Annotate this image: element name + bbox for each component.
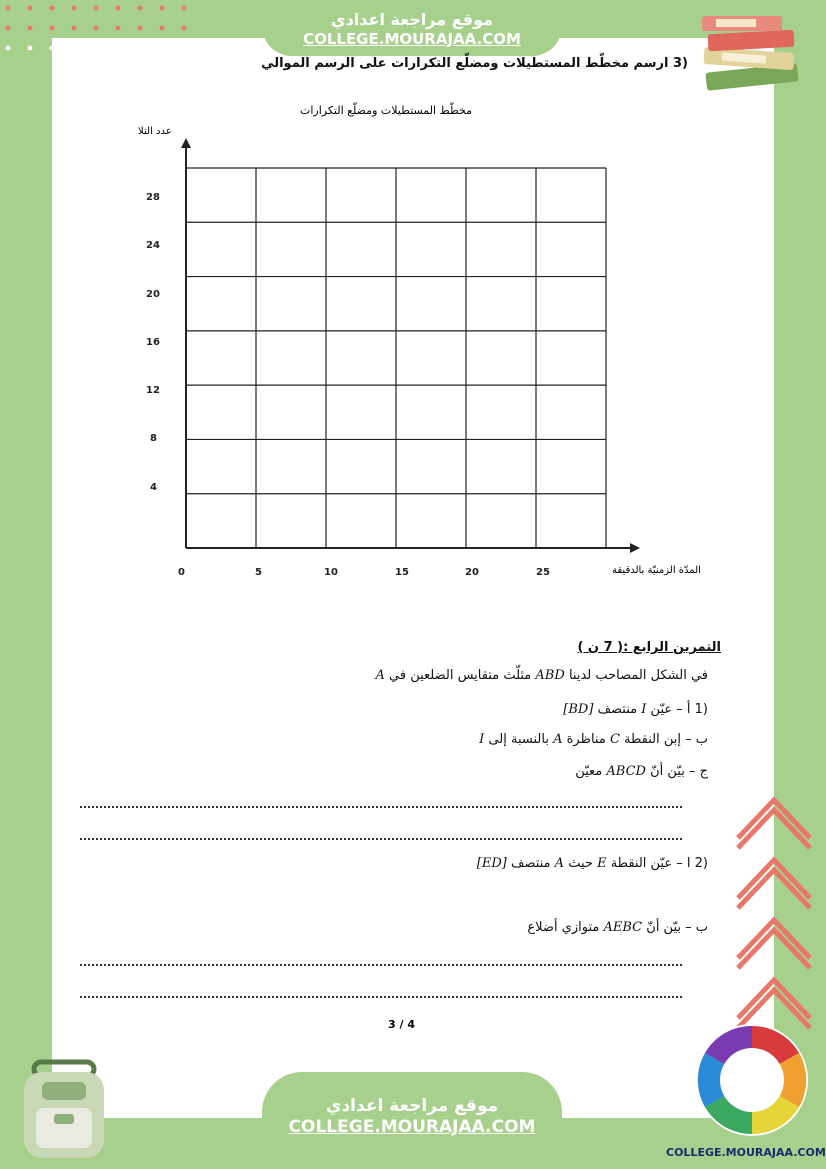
x-tick-label: 25 bbox=[536, 567, 550, 578]
question-2a bbox=[477, 856, 708, 871]
y-tick-label: 16 bbox=[146, 336, 160, 348]
triangle-name: ABD bbox=[535, 668, 565, 683]
x-tick-label: 0 bbox=[178, 567, 185, 578]
answer-line[interactable] bbox=[80, 838, 682, 840]
chart-title: مخطّط المستطيلات ومضلّع التكرارات bbox=[300, 104, 472, 117]
site-logo-icon bbox=[694, 1022, 814, 1142]
answer-line[interactable] bbox=[80, 806, 682, 808]
exercise-4-title: التمرين الرابع :( 7 ن ) bbox=[577, 640, 721, 655]
y-tick-label: 24 bbox=[146, 240, 160, 252]
exercise-intro bbox=[375, 668, 708, 683]
y-tick-label: 12 bbox=[146, 385, 160, 397]
logo-site-url: COLLEGE.MOURAJAA.COM bbox=[666, 1146, 826, 1159]
q2a-rest: منتصف bbox=[510, 856, 551, 871]
q1b-text: ب – إبن النقطة bbox=[624, 732, 708, 747]
y-axis-arrow bbox=[181, 138, 191, 148]
backpack-icon bbox=[14, 1052, 114, 1162]
q1b-point3: I bbox=[479, 732, 485, 747]
question-3-instruction: ارسم مخطّط المستطيلات ومضلّع التكرارات على الرسم الموالي bbox=[261, 56, 669, 71]
x-tick-label: 10 bbox=[324, 567, 338, 578]
y-tick-label: 4 bbox=[150, 481, 157, 493]
answer-line[interactable] bbox=[80, 964, 682, 966]
q1c-shape: ABCD bbox=[606, 764, 646, 779]
x-tick-label: 5 bbox=[255, 567, 262, 578]
q1b-point: C bbox=[609, 732, 620, 747]
q2b-rest: متوازي أضلاع bbox=[527, 920, 600, 935]
y-axis-label: عدد التلا bbox=[138, 126, 172, 137]
q1a-segment: [BD] bbox=[563, 702, 594, 717]
q2a-mid: حيث bbox=[568, 856, 593, 871]
q1b-rest: بالنسبة إلى bbox=[488, 732, 549, 747]
question-1b bbox=[479, 732, 708, 747]
question-2b bbox=[527, 920, 708, 935]
q1a-text: أ – عيّن bbox=[650, 702, 691, 717]
question-1c bbox=[575, 764, 708, 779]
site-name: موقع مراجعة اعدادي bbox=[330, 10, 494, 29]
x-axis-arrow bbox=[630, 543, 640, 553]
x-axis-label: المدّة الزمنيّة بالدقيقة bbox=[612, 565, 701, 576]
intro-text: في الشكل المصاحب لدينا bbox=[568, 668, 708, 683]
q1b-mid: مناظرة bbox=[566, 732, 606, 747]
question-1a bbox=[563, 702, 708, 717]
page-number: 3 / 4 bbox=[388, 1018, 415, 1031]
y-tick-label: 20 bbox=[146, 288, 160, 300]
vertex-name: A bbox=[375, 668, 385, 683]
q2a-point: E bbox=[597, 856, 607, 871]
bottom-site-banner[interactable] bbox=[262, 1072, 562, 1169]
q1-number: (1 bbox=[694, 702, 708, 717]
intro-text-rest: مثلّث متقايس الضلعين في bbox=[389, 668, 532, 683]
answer-line[interactable] bbox=[80, 996, 682, 998]
q1b-point2: A bbox=[553, 732, 563, 747]
y-tick-label: 28 bbox=[146, 192, 160, 203]
q1c-text: ج – بيّن أنّ bbox=[650, 764, 708, 779]
q1a-point: I bbox=[641, 702, 647, 717]
chevrons-up-decoration bbox=[730, 790, 820, 1030]
q1c-rest: معيّن bbox=[575, 764, 603, 779]
q2b-text: ب – بيّن أنّ bbox=[646, 920, 708, 935]
x-tick-label: 20 bbox=[465, 567, 479, 578]
q2-number: (2 bbox=[694, 856, 708, 871]
x-tick-label: 15 bbox=[395, 567, 409, 578]
site-url-link[interactable]: COLLEGE.MOURAJAA.COM bbox=[288, 1117, 536, 1137]
site-url-link[interactable]: COLLEGE.MOURAJAA.COM bbox=[303, 30, 521, 48]
site-name: موقع مراجعة اعدادي bbox=[325, 1096, 499, 1116]
y-tick-label: 8 bbox=[150, 433, 157, 445]
q2a-point2: A bbox=[554, 856, 565, 871]
q2a-text: ا – عيّن النقطة bbox=[610, 856, 691, 871]
question-number: (3 bbox=[673, 56, 688, 71]
q2a-segment: [ED] bbox=[476, 856, 507, 871]
q1a-rest: منتصف bbox=[597, 702, 638, 717]
q2b-shape: AEBC bbox=[603, 920, 643, 935]
